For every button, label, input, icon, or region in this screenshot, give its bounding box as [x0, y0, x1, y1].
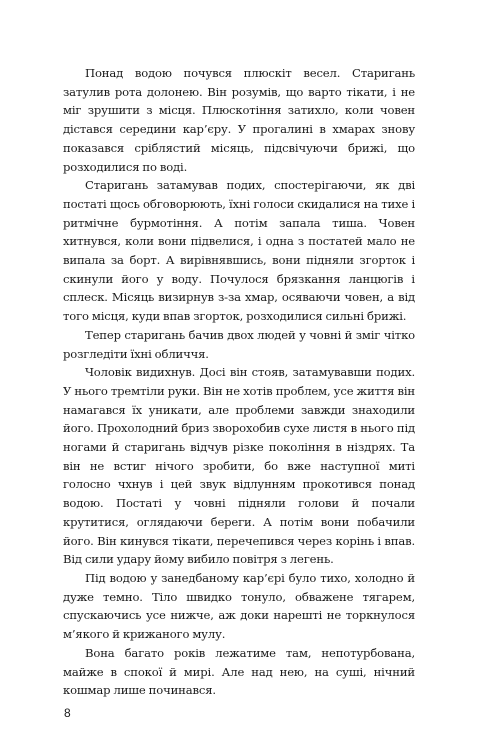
page-number: 8	[64, 706, 71, 720]
paragraph-5: Під водою у занедбаному кар’єрі було тихо, холодно й дуже темно. Тіло швидко тонуло, обважене тягарем, спускаючись усе нижче, аж доки нарешті не торкнулося м’якого й крижаного мулу.	[63, 570, 415, 642]
page-text	[63, 64, 415, 700]
paragraph-1: Понад водою почувся плюскіт весел. Старигань затулив рота долонею. Він розумів, що варто тікати, і не міг зрушити з місця. Плюскотіння затихло, коли човен дістався середини кар’єру. У прогалині в хмарах знову показався сріблястий місяць, підсвічуючи брижі, що розходилися по воді.	[63, 66, 415, 174]
paragraph-2: Старигань затамував подих, спостерігаючи, як дві постаті щось обговорюють, їхні голоси скидалися на тихе і ритмічне бурмотіння. А потім запала тиша. Човен хитнувся, коли вони підвелися, і одна з постатей мало не випала за борт. А вирівнявшись, вони підняли згорток і скинули його у воду. Почулося брязкання ланцюгів і сплеск. Місяць визирнув з-за хмар, осяваючи човен, а від того місця, куди впав згорток, розходилися сильні брижі.	[63, 178, 415, 324]
paragraph-4: Чоловік видихнув. Досі він стояв, затамувавши подих. У нього тремтіли руки. Він не хотів проблем, усе життя він намагався їх уникати, але проблеми завжди знаходили його. Прохолодний бриз зворохобив сухе листя в нього під ногами й старигань відчув різке покоління в ніздрях. Та він не встиг нічого зробити, бо вже наступної миті голосно чхнув і цей звук відлунням прокотився понад водою. Постаті у човні підняли голови й почали крутитися, оглядаючи береги. А потім вони побачили його. Він кинувся тікати, перечепився через корінь і впав. Від сили удару йому вибило повітря з легень.	[63, 365, 415, 567]
paragraph-6: Вона багато років лежатиме там, непотурбована, майже в спокої й мирі. Але над нею, на суші, нічний кошмар лише починався.	[63, 645, 415, 698]
paragraph-3: Тепер старигань бачив двох людей у човні й зміг чітко розгледіти їхні обличчя.	[63, 327, 415, 361]
